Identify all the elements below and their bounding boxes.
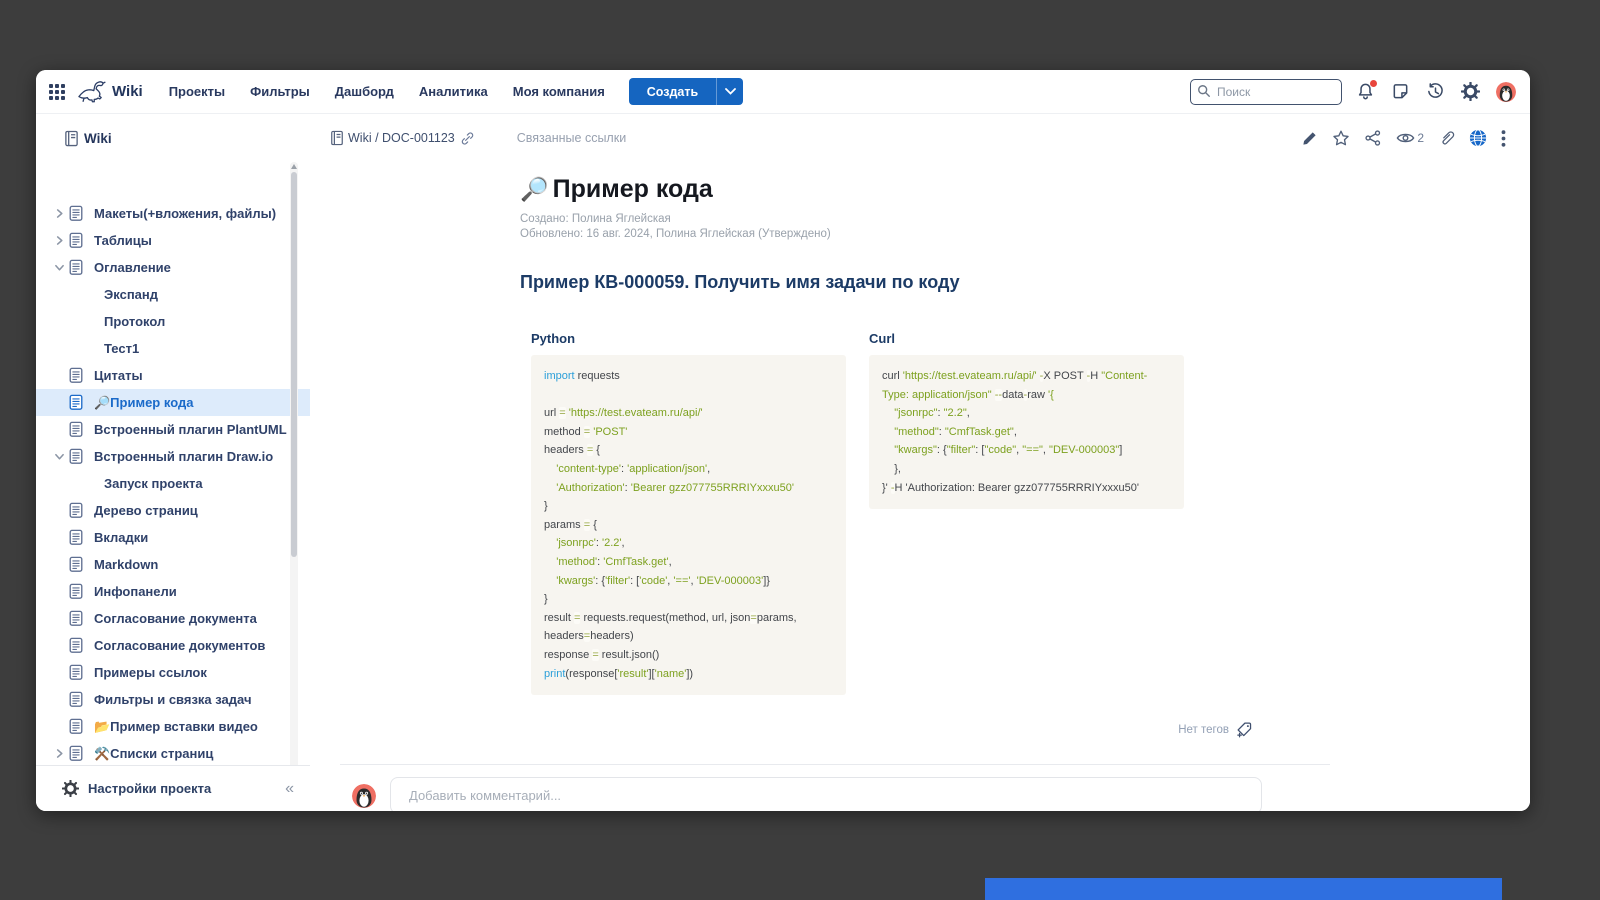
- code-block[interactable]: [869, 355, 1184, 509]
- sidebar-item-label: Встроенный плагин Draw.io: [94, 449, 274, 464]
- sidebar-item-label: Согласование документов: [94, 638, 266, 653]
- sidebar-item[interactable]: [36, 740, 310, 765]
- document-icon: [68, 583, 94, 601]
- apps-grid-icon[interactable]: [48, 83, 66, 101]
- chevron-spacer: [50, 530, 68, 546]
- sidebar-item-label: Оглавление: [94, 260, 171, 275]
- search-input[interactable]: [1190, 79, 1342, 105]
- project-settings-label[interactable]: Настройки проекта: [88, 781, 212, 796]
- sidebar-item-label: Markdown: [94, 557, 159, 572]
- chevron-right-icon[interactable]: [50, 233, 68, 249]
- code-line: },: [882, 462, 901, 475]
- chevron-spacer: [50, 395, 68, 411]
- sidebar-item-label: 🔎Пример кода: [94, 394, 194, 410]
- sidebar-tree: [36, 200, 310, 765]
- sidebar-header: [36, 114, 310, 153]
- code-line: }: [544, 500, 548, 513]
- sidebar-item-label: Протокол: [104, 314, 166, 329]
- code-line: url = 'https://test.evateam.ru/api/': [544, 407, 703, 420]
- code-line: 'jsonrpc': '2.2',: [556, 537, 625, 550]
- document-icon: [68, 556, 94, 574]
- sidebar-item[interactable]: [36, 227, 310, 254]
- comment-divider: [340, 764, 1330, 765]
- collapse-sidebar-button[interactable]: «: [285, 779, 294, 797]
- sidebar-item[interactable]: [36, 713, 310, 740]
- sidebar-scrollbar[interactable]: [290, 162, 298, 800]
- sidebar-item[interactable]: [36, 254, 310, 281]
- favorite-star-icon[interactable]: [1332, 129, 1350, 147]
- sidebar-item[interactable]: [36, 686, 310, 713]
- sidebar: [36, 114, 310, 811]
- document-icon: [68, 232, 94, 250]
- main-nav: [169, 84, 605, 99]
- notification-badge-dot: [1370, 80, 1377, 87]
- content-area: [310, 114, 1530, 811]
- document-icon: [68, 259, 94, 277]
- document-icon: [68, 745, 94, 763]
- document-icon: [68, 718, 94, 736]
- more-kebab-icon[interactable]: [1501, 130, 1506, 147]
- code-line: 'kwargs': {'filter': ['code', '==', 'DEV-000003']}: [556, 574, 770, 587]
- code-line: }' -H 'Authorization: Bearer gzz077755RRRIYxxxu50': [882, 481, 1140, 494]
- sidebar-item-label: 📂Пример вставки видео: [94, 718, 258, 734]
- chevron-spacer: [50, 692, 68, 708]
- chevron-spacer: [50, 584, 68, 600]
- code-blocks: [531, 331, 1330, 695]
- sidebar-item-label: Тест1: [104, 341, 140, 356]
- sidebar-item-label: Экспанд: [104, 287, 158, 302]
- user-avatar: [352, 784, 376, 808]
- article: [520, 175, 1330, 738]
- comment-row: [352, 777, 1530, 811]
- document-icon: [68, 610, 94, 628]
- topbar: [36, 70, 1530, 114]
- chevron-right-icon[interactable]: [50, 746, 68, 762]
- chevron-right-icon[interactable]: [50, 206, 68, 222]
- dino-logo-icon: [76, 79, 106, 105]
- code-line: params = {: [544, 518, 597, 531]
- code-line: print(response['result']['name']): [544, 667, 694, 680]
- views-count: 2: [1417, 131, 1424, 145]
- sidebar-item[interactable]: [36, 632, 310, 659]
- document-icon: [68, 421, 94, 439]
- create-dropdown-button[interactable]: [716, 78, 743, 105]
- sidebar-item[interactable]: [36, 470, 310, 497]
- chevron-spacer: [50, 503, 68, 519]
- sidebar-item-label: ⚒️Списки страниц: [94, 745, 214, 761]
- edit-icon[interactable]: [1301, 130, 1318, 147]
- page-title-text: Пример кода: [552, 175, 713, 203]
- notes-icon[interactable]: [1391, 82, 1411, 102]
- chevron-spacer: [50, 638, 68, 654]
- code-line: 'Authorization': 'Bearer gzz077755RRRIYxxxu50': [556, 481, 794, 494]
- scroll-up-arrow[interactable]: [291, 164, 297, 169]
- settings-gear-icon[interactable]: [1461, 82, 1481, 102]
- sidebar-item-label: Вкладки: [94, 530, 149, 545]
- sidebar-item[interactable]: [36, 335, 310, 362]
- notifications-icon[interactable]: [1356, 82, 1376, 102]
- add-comment-input[interactable]: [390, 777, 1262, 811]
- code-language-label: Python: [531, 331, 576, 346]
- no-tags-label: Нет тегов: [1178, 723, 1229, 736]
- code-line: curl 'https://test.evateam.ru/api/' -X POST -H "Content-: [882, 370, 1148, 382]
- views-eye-icon[interactable]: [1396, 131, 1424, 145]
- magnifier-emoji-icon: 🔎: [520, 176, 549, 202]
- chevron-spacer: [50, 611, 68, 627]
- code-line: headers=headers): [544, 630, 634, 643]
- sidebar-item-label: Дерево страниц: [94, 503, 198, 518]
- code-column: [869, 331, 1184, 695]
- add-tag-icon[interactable]: [1236, 721, 1253, 738]
- updated-by: Обновлено: 16 авг. 2024, Полина Яглейская (Утверждено): [520, 228, 831, 240]
- code-line: method = 'POST': [544, 425, 628, 438]
- code-line: headers = {: [544, 444, 600, 457]
- history-icon[interactable]: [1426, 82, 1446, 102]
- sidebar-item[interactable]: [36, 659, 310, 686]
- nav-item[interactable]: Фильтры: [250, 84, 310, 99]
- code-line: "method": "CmfTask.get",: [894, 425, 1017, 438]
- bottom-blue-strip: [985, 878, 1502, 900]
- sidebar-item[interactable]: [36, 578, 310, 605]
- app-window: [36, 70, 1530, 811]
- code-line: }: [544, 593, 548, 606]
- create-button-label[interactable]: Создать: [629, 78, 716, 105]
- code-line: "jsonrpc": "2.2",: [894, 407, 970, 420]
- document-meta: [520, 212, 1330, 242]
- code-line: import requests: [544, 370, 620, 382]
- document-icon: [68, 448, 94, 466]
- sidebar-title: Wiki: [84, 131, 112, 146]
- code-line: 'method': 'CmfTask.get',: [556, 555, 672, 568]
- code-block[interactable]: [531, 355, 846, 695]
- document-icon: [68, 637, 94, 655]
- book-icon: [64, 130, 79, 147]
- project-settings-gear-icon[interactable]: [62, 780, 79, 797]
- chevron-spacer: [50, 665, 68, 681]
- sidebar-item-label: Примеры ссылок: [94, 665, 207, 680]
- sidebar-item-label: Согласование документа: [94, 611, 257, 626]
- page-title: [520, 175, 1330, 204]
- code-line: 'content-type': 'application/json',: [556, 462, 711, 475]
- created-by: Создано: Полина Яглейская: [520, 213, 671, 225]
- code-line: "kwargs": {"filter": ["code", "==", "DEV-000003"]: [894, 444, 1123, 457]
- search-icon: [1197, 84, 1211, 98]
- user-avatar[interactable]: [1496, 82, 1516, 102]
- document-icon: [68, 205, 94, 223]
- create-button[interactable]: [629, 78, 743, 105]
- document-icon: [68, 394, 94, 412]
- document-icon: [68, 502, 94, 520]
- sidebar-item-label: Макеты(+вложения, файлы): [94, 206, 277, 221]
- chevron-spacer: [50, 557, 68, 573]
- sidebar-item-label: Запуск проекта: [104, 476, 203, 491]
- chevron-spacer: [50, 368, 68, 384]
- chevron-down-icon[interactable]: [50, 449, 68, 465]
- attachment-paperclip-icon[interactable]: [1438, 129, 1455, 147]
- sidebar-item[interactable]: [36, 362, 310, 389]
- tags-row: [520, 721, 1330, 738]
- code-line: Type: application/json" --data-raw '{: [882, 388, 1054, 401]
- document-icon: [68, 367, 94, 385]
- sidebar-item[interactable]: [36, 200, 310, 227]
- code-line: result = requests.request(method, url, json=params,: [544, 611, 797, 624]
- breadcrumb-row: [310, 114, 1530, 153]
- product-name: Wiki: [112, 83, 143, 100]
- breadcrumb[interactable]: Wiki / DOC-001123: [348, 131, 455, 145]
- nav-item[interactable]: Моя компания: [512, 84, 605, 99]
- code-language-label: Curl: [869, 331, 895, 346]
- sidebar-item-label: Инфопанели: [94, 584, 177, 599]
- link-icon[interactable]: [460, 131, 475, 146]
- chevron-spacer: [50, 422, 68, 438]
- sidebar-item[interactable]: [36, 551, 310, 578]
- sidebar-item[interactable]: [36, 497, 310, 524]
- section-heading: Пример КВ-000059. Получить имя задачи по коду: [520, 272, 960, 292]
- nav-item[interactable]: Проекты: [168, 84, 226, 99]
- scrollbar-thumb[interactable]: [291, 172, 297, 557]
- document-toolbar: [1301, 129, 1506, 147]
- sidebar-item-label: Встроенный плагин PlantUML: [94, 422, 287, 437]
- chevron-down-icon[interactable]: [50, 260, 68, 276]
- public-globe-icon[interactable]: [1469, 129, 1487, 147]
- chevron-spacer: [50, 719, 68, 735]
- sidebar-item-label: Фильтры и связка задач: [94, 692, 252, 707]
- code-line: [544, 386, 833, 405]
- document-icon: [68, 529, 94, 547]
- document-icon: [68, 664, 94, 682]
- nav-item[interactable]: Аналитика: [418, 84, 488, 99]
- sidebar-item[interactable]: [36, 416, 310, 443]
- sidebar-item[interactable]: [36, 308, 310, 335]
- share-icon[interactable]: [1364, 129, 1382, 147]
- code-column: [531, 331, 846, 695]
- sidebar-item[interactable]: [36, 443, 310, 470]
- book-icon: [330, 130, 344, 146]
- search-box: [1190, 79, 1342, 105]
- sidebar-item-label: Таблицы: [94, 233, 152, 248]
- sidebar-item[interactable]: [36, 389, 310, 416]
- chevron-down-icon: [725, 88, 736, 95]
- sidebar-footer: [36, 765, 310, 811]
- sidebar-item[interactable]: [36, 524, 310, 551]
- sidebar-item[interactable]: [36, 605, 310, 632]
- related-links-tab[interactable]: Связанные ссылки: [516, 131, 627, 145]
- code-line: response = result.json(): [544, 648, 660, 661]
- sidebar-item[interactable]: [36, 281, 310, 308]
- document-icon: [68, 691, 94, 709]
- sidebar-item-label: Цитаты: [94, 368, 143, 383]
- nav-item[interactable]: Дашборд: [334, 84, 394, 99]
